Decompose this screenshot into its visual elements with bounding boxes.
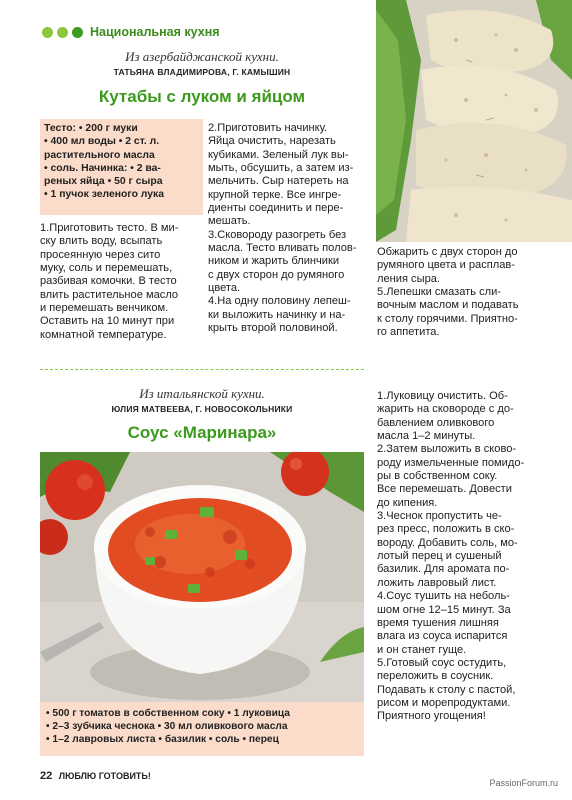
text-line: и перемешать венчиком. — [40, 302, 169, 315]
text-line: бавлением оливкового — [377, 416, 495, 429]
text-line: время тушения лишняя — [377, 616, 499, 629]
section-divider — [40, 369, 364, 370]
text-line: жарить на сковороде с до- — [377, 403, 514, 416]
text-line: масла. Тесто вливать полов- — [208, 242, 357, 255]
recipe1-origin: Из азербайджанской кухни. — [125, 49, 279, 64]
text-line: Приятного угощения! — [377, 710, 486, 723]
recipe2-title: Соус «Маринара» — [127, 423, 277, 442]
ingredient-line: • 2–3 зубчика чеснока • 30 мл оливкового масла — [46, 721, 288, 732]
ingredient-line: • 1 пучок зеленого лука — [44, 189, 165, 201]
ingredient-line: • 1–2 лавровых листа • базилик • соль • перец — [46, 734, 279, 745]
section-label: Национальная кухня — [90, 25, 220, 39]
text-line: и он станет гуще. — [377, 643, 467, 656]
text-line: шом огне 12–15 минут. За — [377, 603, 511, 616]
ingredient-line: • соль. Начинка: • 2 ва- — [44, 162, 161, 174]
recipe1-steps-col1 — [40, 222, 205, 342]
recipe2-author: ЮЛИЯ МАТВЕЕВА, Г. НОВОСОКОЛЬНИКИ — [111, 404, 293, 414]
ingredient-line: • 400 мл воды • 2 ст. л. — [44, 136, 160, 148]
text-line: мельчить. Сыр натереть на — [208, 175, 349, 188]
text-line: кубиками. Зеленый лук вы- — [208, 148, 349, 161]
text-line: 5.Готовый соус остудить, — [377, 656, 507, 669]
text-line: ры в собственном соку. — [377, 470, 498, 483]
recipe2-origin: Из итальянской кухни. — [139, 386, 265, 401]
text-line: 4.Соус тушить на неболь- — [377, 590, 510, 603]
text-line: крупной терке. Все ингре- — [208, 188, 342, 201]
text-line: рез пресс, положить в ско- — [377, 523, 515, 536]
text-line: румяного цвета и расплав- — [377, 259, 515, 272]
sauce-illustration — [40, 452, 364, 702]
text-line: ложить лавровый лист. — [377, 576, 497, 589]
text-line: 1.Луковицу очистить. Об- — [377, 390, 508, 402]
recipe1-title: Кутабы с луком и яйцом — [98, 87, 306, 106]
text-line: муку, соль и перемешать, — [40, 262, 173, 275]
text-line: масла 1–2 минуты. — [377, 430, 476, 443]
text-line: комнатной температуре. — [40, 328, 167, 341]
kutaby-photo — [376, 0, 572, 242]
text-line: мыть, обсушить, а затем из- — [208, 162, 354, 175]
text-line: Подавать к столу с пастой, — [377, 683, 516, 696]
sauce-photo — [40, 452, 364, 702]
text-line: 3.Сковороду разогреть без — [208, 228, 347, 241]
text-line: Оставить на 10 минут при — [40, 315, 175, 328]
text-line: ления сыра. — [377, 272, 440, 285]
text-line: 4.На одну половину лепеш- — [208, 295, 351, 308]
text-line: рисом и морепродуктами. — [377, 696, 511, 709]
text-line: просеянную через сито — [40, 248, 161, 261]
text-line: 2.Затем выложить в сково- — [377, 443, 517, 456]
ingredient-line: растительного масла — [44, 149, 155, 161]
ingredient-line: • 500 г томатов в собственном соку • 1 луковица — [46, 708, 290, 719]
text-line: к столу горячими. Приятно- — [377, 312, 518, 325]
recipe1-author: ТАТЬЯНА ВЛАДИМИРОВА, Г. КАМЫШИН — [113, 67, 291, 77]
text-line: Яйца очистить, нарезать — [208, 135, 336, 148]
section-dots — [42, 27, 83, 38]
text-line: переложить в соусник. — [377, 670, 494, 683]
text-line: ки выложить начинку и на- — [208, 308, 346, 321]
text-line: Обжарить с двух сторон до — [377, 246, 518, 258]
text-line: ску влить воду, всыпать — [40, 235, 163, 248]
text-line: цвета. — [208, 282, 241, 295]
page-footer — [40, 770, 151, 782]
recipe1-ingredients — [40, 119, 203, 215]
text-line: вочным маслом и подавать — [377, 299, 519, 312]
recipe2-ingredients — [40, 702, 364, 756]
recipe1-steps-col2 — [208, 122, 370, 336]
text-line: вороду. Добавить соль, мо- — [377, 536, 518, 549]
recipe2-steps — [377, 390, 547, 724]
dot-icon — [57, 27, 68, 38]
text-line: с двух сторон до румяного — [208, 268, 345, 281]
text-line: Все перемешать. Довести — [377, 483, 512, 496]
text-line: мешать. — [208, 215, 251, 228]
text-line: разбивая комочки. В тесто — [40, 275, 177, 288]
text-line: 5.Лепешки смазать сли- — [377, 286, 501, 299]
ingredient-line: Тесто: • 200 г муки — [44, 123, 138, 134]
text-line: роду измельченные помидо- — [377, 456, 525, 469]
text-line: ником и жарить блинчики — [208, 255, 340, 268]
watermark: PassionForum.ru — [489, 778, 558, 788]
text-line: базилик. Для аромата по- — [377, 563, 510, 576]
dot-icon — [72, 27, 83, 38]
recipe1-steps-col3 — [377, 246, 547, 339]
text-line: диенты соединить и пере- — [208, 202, 344, 215]
text-line: влага из соуса испарится — [377, 630, 508, 643]
text-line: 2.Приготовить начинку. — [208, 122, 328, 134]
page-number: 22 — [40, 770, 53, 782]
text-line: до кипения. — [377, 496, 438, 509]
text-line: 3.Чеснок пропустить че- — [377, 510, 502, 523]
text-line: лотый перец и сушеный — [377, 550, 502, 563]
text-line: 1.Приготовить тесто. В ми- — [40, 222, 179, 234]
magazine-name: ЛЮБЛЮ ГОТОВИТЬ! — [58, 771, 151, 781]
text-line: го аппетита. — [377, 326, 440, 339]
dot-icon — [42, 27, 53, 38]
ingredient-line: реных яйца • 50 г сыра — [44, 176, 163, 188]
kutaby-illustration — [376, 0, 572, 242]
text-line: влить растительное масло — [40, 288, 179, 301]
text-line: крыть второй половиной. — [208, 322, 338, 335]
